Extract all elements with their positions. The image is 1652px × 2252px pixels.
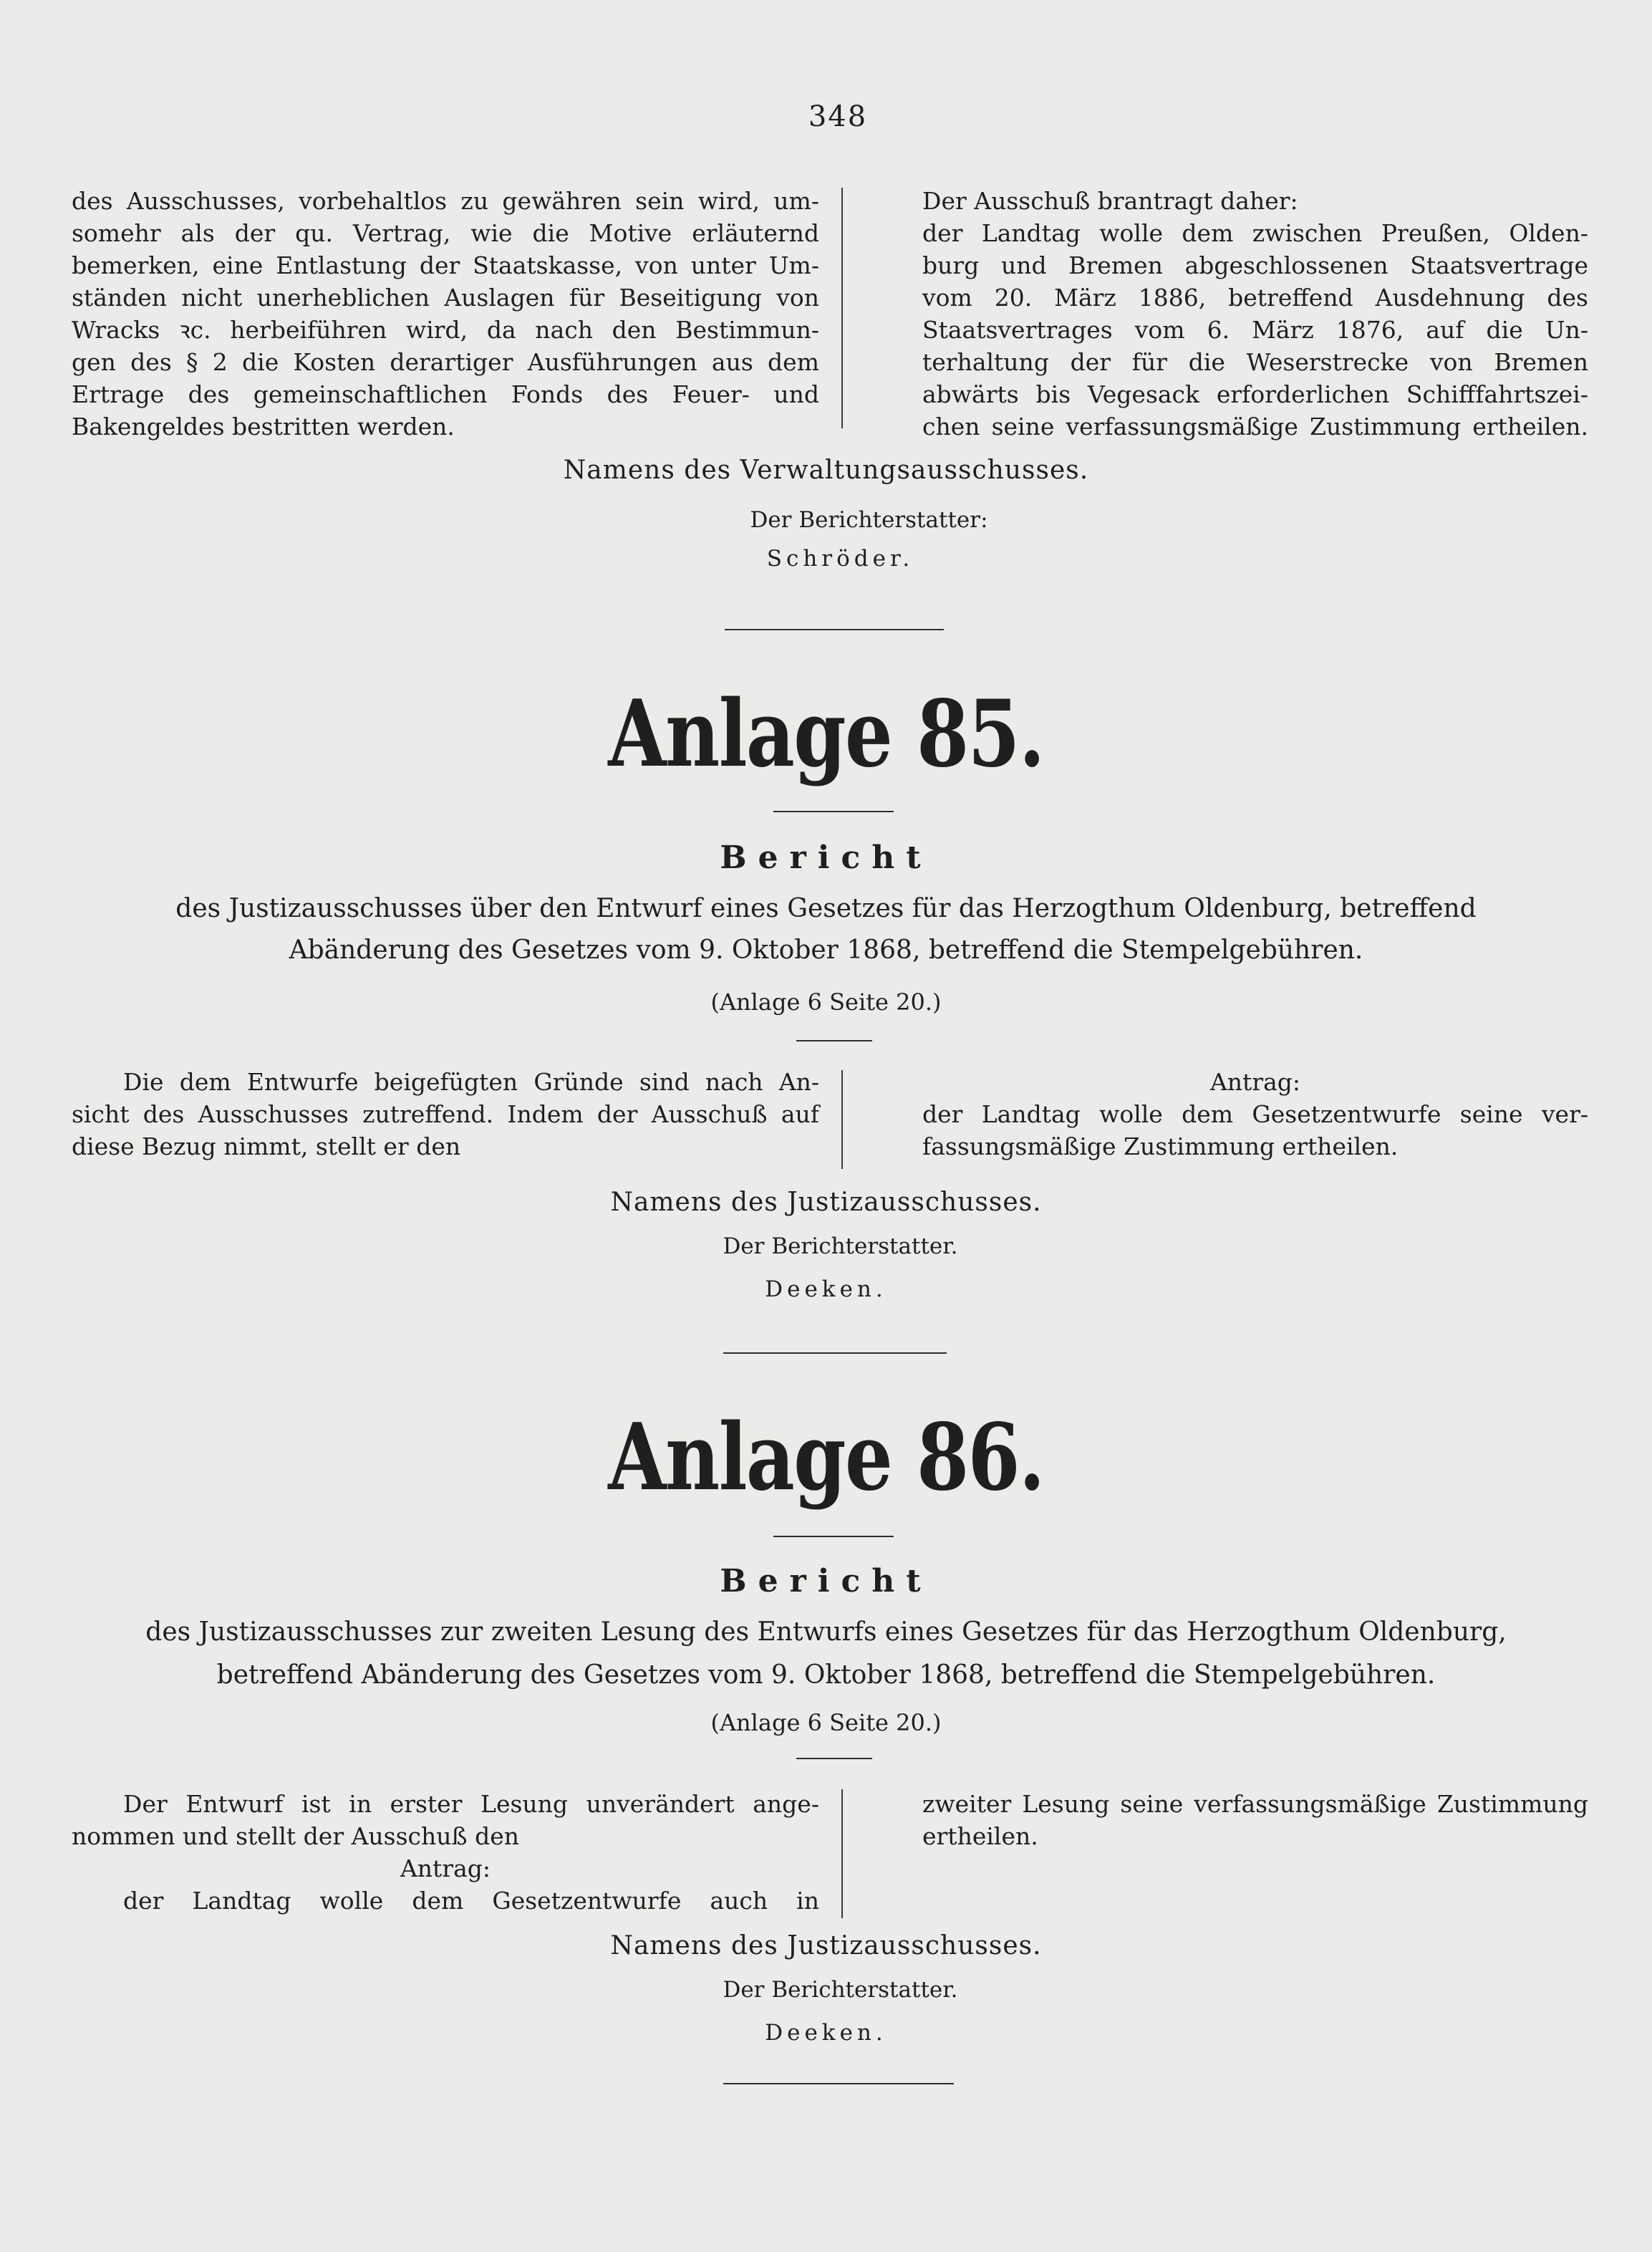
- column-divider: [841, 188, 843, 428]
- text-line: Bakengeldes bestritten werden.: [72, 413, 455, 441]
- text-line: der Landtag wolle dem Gesetzentwurfe auch in: [123, 1887, 819, 1915]
- text-line: fassungsmäßige Zustimmung ertheilen.: [922, 1132, 1399, 1160]
- page-number: 348: [808, 100, 868, 133]
- text-line: bemerken, eine Entlastung der Staatskasse, von unter Um-: [72, 251, 819, 279]
- text-line: terhaltung der für die Weserstrecke von Bremen: [922, 348, 1588, 376]
- signature-role: Der Berichterstatter.: [723, 1233, 958, 1259]
- text-line: nommen und stellt der Ausschuß den: [72, 1822, 519, 1850]
- signature-name: Deeken.: [765, 2020, 887, 2046]
- text-line: der Landtag wolle dem Gesetzentwurfe seine ver-: [922, 1100, 1588, 1128]
- text-line: Staatsvertrages vom 6. März 1876, auf die Un-: [922, 316, 1588, 344]
- report-title-line: Abänderung des Gesetzes vom 9. Oktober 1868, betreffend die Stempelgebühren.: [289, 935, 1363, 965]
- text-line: somehr als der qu. Vertrag, wie die Motive erläuternd: [72, 219, 819, 247]
- text-line: zweiter Lesung seine verfassungsmäßige Zustimmung: [922, 1790, 1588, 1818]
- anlage-86-right-column: [922, 1788, 1588, 1852]
- text-line: sicht des Ausschusses zutreffend. Indem der Ausschuß auf: [72, 1100, 819, 1128]
- text-line: Die dem Entwurfe beigefügten Gründe sind nach An-: [123, 1068, 819, 1096]
- signature-heading: Namens des Justizausschusses.: [610, 1931, 1042, 1960]
- divider-rule: [796, 1040, 872, 1041]
- text-line: Der Entwurf ist in erster Lesung unverändert ange-: [123, 1790, 819, 1818]
- signature-name: Schröder.: [766, 546, 914, 572]
- report-reference: (Anlage 6 Seite 20.): [710, 988, 942, 1016]
- anlage-85-heading: Anlage 85.: [608, 680, 1044, 788]
- divider-rule: [723, 1352, 947, 1354]
- text-line: Der Ausschuß brantragt daher:: [922, 187, 1298, 215]
- report-title-line: des Justizausschusses über den Entwurf eines Gesetzes für das Herzogthum Oldenburg, betreffend: [175, 894, 1477, 923]
- antrag-heading: Antrag:: [400, 1854, 491, 1882]
- text-line: diese Bezug nimmt, stellt er den: [72, 1132, 461, 1160]
- text-line: Ertrage des gemeinschaftlichen Fonds des Feuer- und: [72, 380, 819, 408]
- divider-rule: [723, 2083, 954, 2084]
- text-line: gen des § 2 die Kosten derartiger Ausführungen aus dem: [72, 348, 819, 376]
- anlage-85-left-column: [72, 1066, 819, 1163]
- top-right-column: [922, 185, 1588, 443]
- divider-rule: [725, 629, 944, 630]
- top-left-column: [72, 185, 819, 443]
- report-title-line: betreffend Abänderung des Gesetzes vom 9. Oktober 1868, betreffend die Stempelgebühren.: [216, 1660, 1436, 1690]
- divider-rule: [796, 1758, 872, 1759]
- signature-heading: Namens des Justizausschusses.: [610, 1188, 1042, 1217]
- text-line: chen seine verfassungsmäßige Zustimmung ertheilen.: [922, 413, 1588, 441]
- text-line: Wracks ꝛc. herbeiführen wird, da nach den Bestimmun-: [72, 316, 819, 344]
- column-divider: [841, 1070, 843, 1169]
- bericht-heading: Bericht: [720, 839, 932, 876]
- text-line: burg und Bremen abgeschlossenen Staatsvertrage: [922, 251, 1588, 279]
- divider-rule: [773, 1536, 894, 1537]
- report-reference: (Anlage 6 Seite 20.): [710, 1709, 942, 1736]
- bericht-heading: Bericht: [720, 1563, 932, 1599]
- text-line: der Landtag wolle dem zwischen Preußen, Olden-: [922, 219, 1588, 247]
- anlage-86-heading: Anlage 86.: [608, 1404, 1044, 1511]
- divider-rule: [773, 811, 894, 812]
- signature-role: Der Berichterstatter.: [723, 1977, 958, 2003]
- signature-role: Der Berichterstatter:: [750, 507, 988, 533]
- anlage-85-right-column: [922, 1066, 1588, 1163]
- column-divider: [841, 1789, 843, 1918]
- text-line: ständen nicht unerheblichen Auslagen für Beseitigung von: [72, 284, 819, 312]
- anlage-86-left-column: [72, 1788, 819, 1917]
- text-line: vom 20. März 1886, betreffend Ausdehnung des: [922, 284, 1588, 312]
- text-line: abwärts bis Vegesack erforderlichen Schifffahrtszei-: [922, 380, 1588, 408]
- antrag-heading: Antrag:: [1209, 1068, 1301, 1096]
- signature-heading: Namens des Verwaltungsausschusses.: [563, 456, 1089, 485]
- signature-name: Deeken.: [765, 1276, 887, 1302]
- text-line: des Ausschusses, vorbehaltlos zu gewähren sein wird, um-: [72, 187, 819, 215]
- text-line: ertheilen.: [922, 1822, 1038, 1850]
- report-title-line: des Justizausschusses zur zweiten Lesung des Entwurfs eines Gesetzes für das Herzogthum Oldenburg,: [145, 1617, 1507, 1647]
